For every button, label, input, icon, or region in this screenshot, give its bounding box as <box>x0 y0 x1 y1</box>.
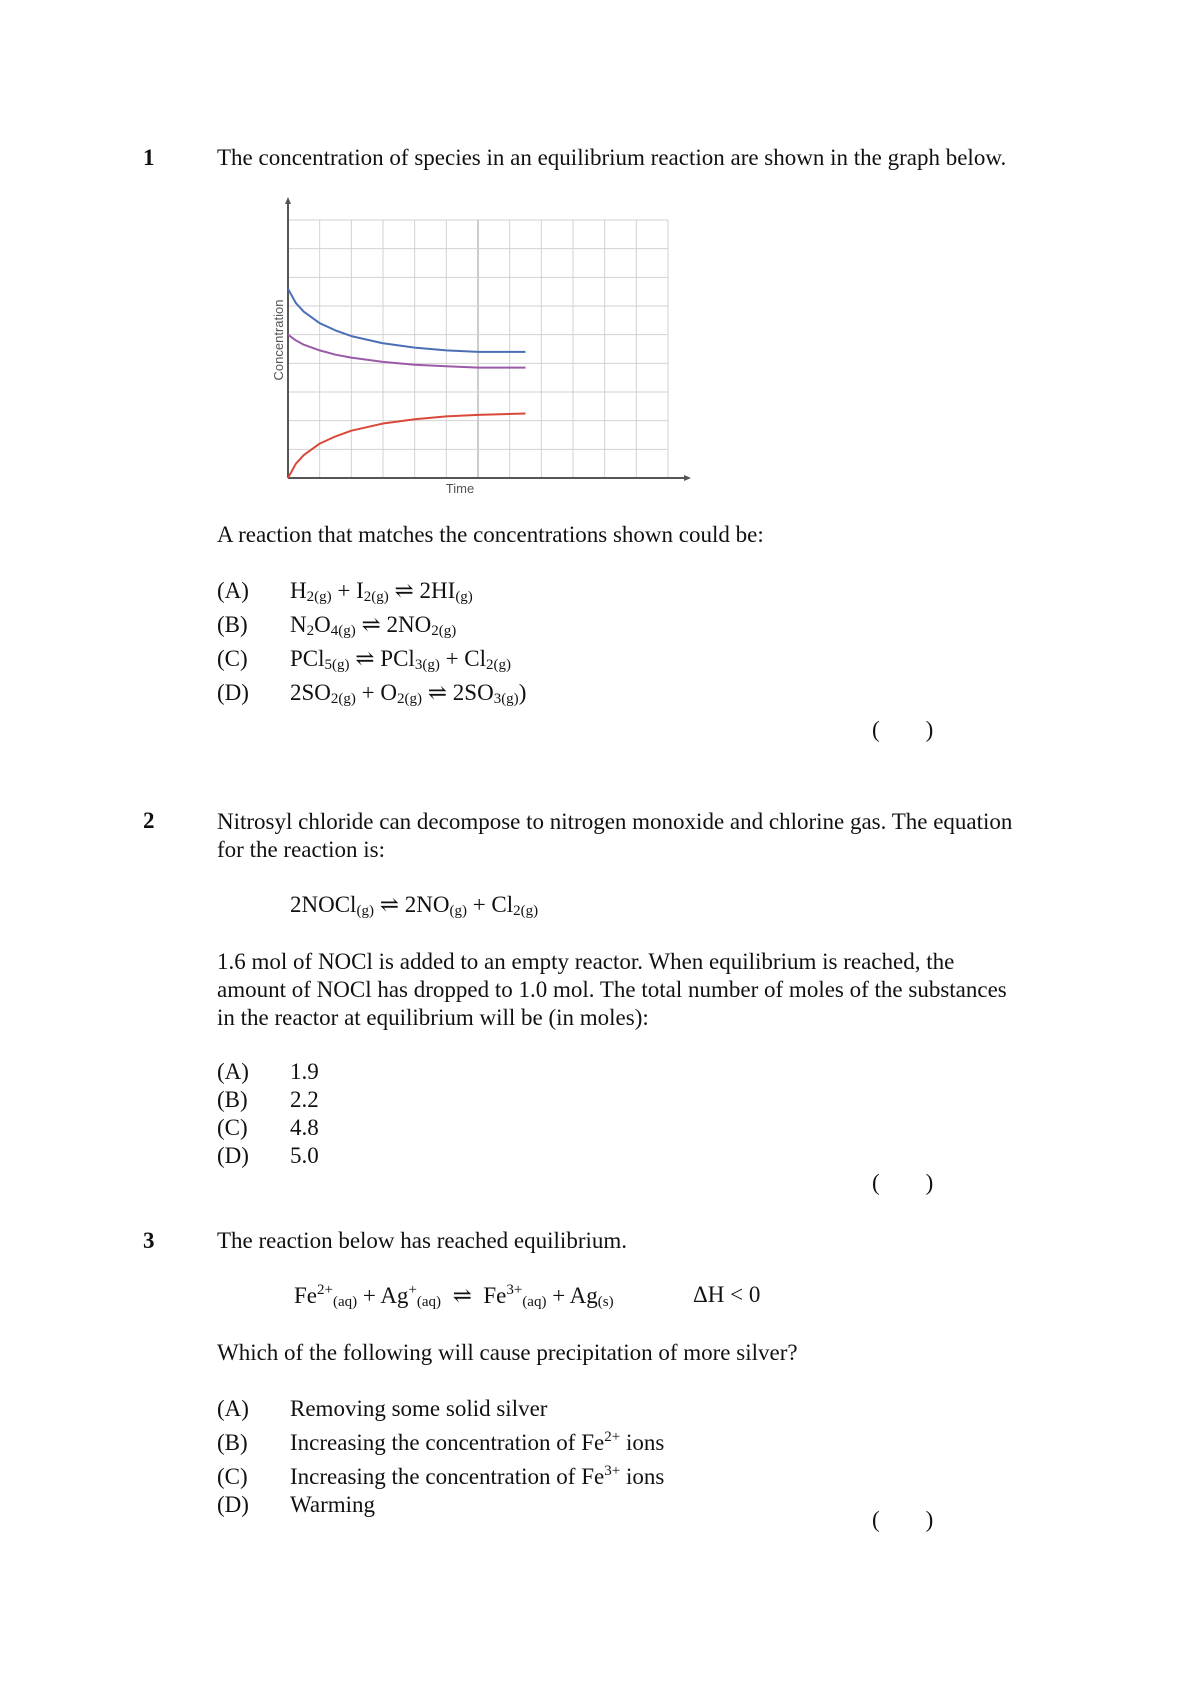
question-3-option-c[interactable] <box>217 1457 664 1491</box>
question-1-option-b[interactable] <box>217 612 456 640</box>
question-1-option-c[interactable] <box>217 646 511 674</box>
question-2-option-b[interactable] <box>217 1086 319 1114</box>
x-axis-label: Time <box>445 481 475 495</box>
question-2-body <box>217 948 1077 1032</box>
option-label: (A) <box>217 1059 249 1084</box>
option-label: (B) <box>217 1430 248 1455</box>
option-label: (C) <box>217 1115 248 1140</box>
question-3-option-b[interactable] <box>217 1423 664 1457</box>
chart-axes <box>285 197 691 481</box>
stem-line: Nitrosyl chloride can decompose to nitrogen monoxide and chlorine gas. The equation <box>217 809 1013 834</box>
y-axis-label: Concentration <box>271 299 286 381</box>
option-label: (D) <box>217 1492 249 1517</box>
option-text: $H_{2(g)} + I_{2(g)}$ ⇌ $2HI_{(g)}$ <box>290 578 473 605</box>
question-1-answer-box[interactable]: ( ) <box>872 717 934 742</box>
question-1-option-a[interactable] <box>217 578 473 606</box>
question-2-option-d[interactable] <box>217 1142 319 1170</box>
question-2-answer-box[interactable]: ( ) <box>872 1170 934 1195</box>
question-2-stem <box>217 808 1077 864</box>
body-line: 1.6 mol of NOCl is added to an empty reactor. When equilibrium is reached, the <box>217 949 955 974</box>
body-line: amount of NOCl has dropped to 1.0 mol. The total number of moles of the substances <box>217 977 1007 1002</box>
series-line-3 <box>288 414 526 479</box>
y-axis-arrow <box>285 197 291 204</box>
option-text: 4.8 <box>290 1115 319 1140</box>
option-text: PCl$_{5(g)}$ ⇌ $PCl_{3(g)} + Cl_{2(g)}$ <box>290 646 512 673</box>
question-1-stem: The concentration of species in an equilibrium reaction are shown in the graph below. <box>217 145 1007 170</box>
option-label: (C) <box>217 1464 248 1489</box>
question-2-option-a[interactable] <box>217 1058 319 1086</box>
question-1-option-d[interactable] <box>217 680 526 708</box>
option-text: Increasing the concentration of $Fe^{3+}$ ions <box>290 1463 665 1489</box>
question-2-options <box>217 1058 319 1170</box>
question-3-option-a[interactable] <box>217 1395 664 1423</box>
option-label: (A) <box>217 1396 249 1421</box>
option-label: (B) <box>217 612 248 637</box>
option-label: (D) <box>217 680 249 705</box>
option-text: $2SO_{2(g)} + O_{2(g)}$ ⇌ $2SO_{3(g)}$) <box>290 680 527 707</box>
x-axis-arrow <box>684 475 691 481</box>
stem-line: for the reaction is: <box>217 837 385 862</box>
question-3-equation: $Fe^{2+}_{(aq)} + Ag^+_{(aq)}$ ⇌ $Fe^{3+}_{(aq)} + Ag_{(s)}$ <box>294 1282 614 1310</box>
option-text: Warming <box>290 1492 376 1517</box>
option-text: 1.9 <box>290 1059 319 1084</box>
question-2-option-c[interactable] <box>217 1114 319 1142</box>
option-text: Increasing the concentration of $Fe^{2+}$ ions <box>290 1429 665 1455</box>
option-label: (B) <box>217 1087 248 1112</box>
option-label: (D) <box>217 1143 249 1168</box>
concentration-time-chart <box>268 195 698 495</box>
option-label: (A) <box>217 578 249 603</box>
body-line: in the reactor at equilibrium will be (in moles): <box>217 1005 649 1030</box>
series-line-1 <box>288 289 526 352</box>
question-3-answer-box[interactable]: ( ) <box>872 1507 934 1532</box>
question-3-option-d[interactable] <box>217 1491 664 1519</box>
question-1-prompt: A reaction that matches the concentrations shown could be: <box>217 522 764 547</box>
option-text: $N_2O_{4(g)}$ ⇌ $2NO_{2(g)}$ <box>290 612 457 639</box>
question-2-number: 2 <box>143 808 155 833</box>
option-label: (C) <box>217 646 248 671</box>
question-3-prompt: Which of the following will cause precipitation of more silver? <box>217 1340 798 1365</box>
chart-grid <box>288 220 668 478</box>
option-text: 2.2 <box>290 1087 319 1112</box>
question-3-options <box>217 1395 664 1519</box>
option-text: 5.0 <box>290 1143 319 1168</box>
option-text: Removing some solid silver <box>290 1396 548 1421</box>
question-3-number: 3 <box>143 1228 155 1253</box>
question-1-number: 1 <box>143 145 155 170</box>
question-2-equation: 2NOCl$_{(g)}$ ⇌ $2NO_{(g)} + Cl_{2(g)}$ <box>290 892 539 919</box>
question-3-enthalpy: ΔH < 0 <box>693 1282 761 1307</box>
question-3-stem: The reaction below has reached equilibrium. <box>217 1228 628 1253</box>
